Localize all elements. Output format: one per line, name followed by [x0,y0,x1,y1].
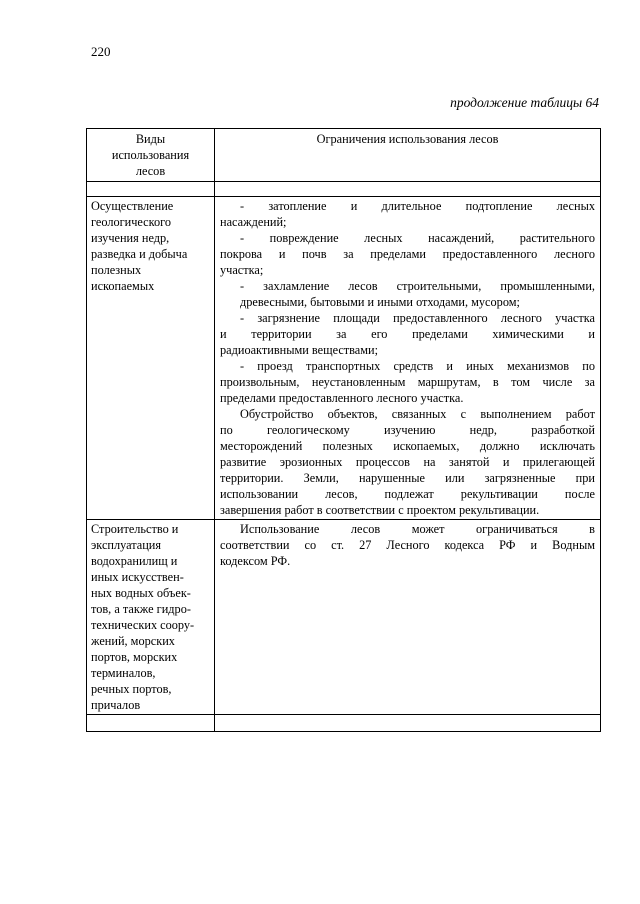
header-line: использования [111,148,190,162]
usage-type-line: технических соору- [91,618,195,632]
table-row [87,520,601,715]
restriction-line: территории. Земли, нарушенные или загрязненные при [220,471,595,485]
usage-type-line: портов, морских [91,650,178,664]
restriction-line: покрова и почв за пределами предоставленного лесного [220,247,595,261]
restriction-line: радиоактивными веществами; [220,343,379,357]
usage-type-line: водохранилищ и [91,554,178,568]
table-header-row [87,129,601,182]
header-line: лесов [135,164,166,178]
empty-cell [215,715,601,732]
restriction-line: развитие эрозионных процессов на занятой и прилегающей [220,455,595,469]
usage-type-line: речных портов, [91,682,172,696]
header-usage-types [87,129,215,182]
restriction-line: - загрязнение площади предоставленного лесного участка [240,311,595,325]
usage-type-line: Строительство и [91,522,179,536]
header-line: Виды [135,132,166,146]
usage-type-line: полезных [91,263,142,277]
restriction-line: использовании лесов, подлежат рекультивации после [220,487,595,501]
restriction-line: пределами предоставленного лесного участка. [220,391,464,405]
restriction-line: древесными, бытовыми и иными отходами, мусором; [240,295,520,309]
restriction-line: участка; [220,263,264,277]
restriction-line: - проезд транспортных средств и иных механизмов по [240,359,595,373]
restriction-line: завершения работ в соответствии с проектом рекультивации. [220,503,540,517]
restriction-cell [215,197,601,520]
usage-type-line: терминалов, [91,666,156,680]
usage-type-line: разведка и добыча [91,247,188,261]
restriction-line: кодексом РФ. [220,554,291,568]
header-restrictions: Ограничения использования лесов [215,129,601,182]
usage-type-line: иных искусствен- [91,570,184,584]
usage-type-cell [87,520,215,715]
spacer-row [87,182,601,197]
empty-row [87,715,601,732]
table-row [87,197,601,520]
usage-type-line: изучения недр, [91,231,170,245]
restriction-line: насаждений; [220,215,287,229]
restriction-line: по геологическому изучению недр, разработкой [220,423,595,437]
restriction-line: - повреждение лесных насаждений, растительного [240,231,595,245]
restriction-line: - захламление лесов строительными, промышленными, [240,279,595,293]
restriction-line: - затопление и длительное подтопление лесных [240,199,595,213]
table-continuation-caption: продолжение таблицы 64 [450,95,599,110]
restriction-line: Использование лесов может ограничиваться в [240,522,595,536]
restrictions-table [86,128,601,732]
empty-cell [87,715,215,732]
restriction-line: произвольным, неустановленным маршрутам, в том числе за [220,375,595,389]
page-number: 220 [91,44,111,59]
usage-type-line: Осуществление [91,199,174,213]
restriction-line: и территории за его пределами химическими и [220,327,595,341]
restriction-line: соответствии со ст. 27 Лесного кодекса РФ и Водным [220,538,595,552]
restriction-line: Обустройство объектов, связанных с выполнением работ [240,407,595,421]
usage-type-cell [87,197,215,520]
usage-type-line: ных водных объек- [91,586,191,600]
usage-type-line: тов, а также гидро- [91,602,191,616]
usage-type-line: геологического [91,215,172,229]
usage-type-line: причалов [91,698,141,712]
usage-type-line: жений, морских [91,634,175,648]
restriction-line: месторождений полезных ископаемых, должно исключать [220,439,595,453]
usage-type-line: ископаемых [91,279,155,293]
restriction-cell [215,520,601,715]
usage-type-line: эксплуатация [91,538,162,552]
